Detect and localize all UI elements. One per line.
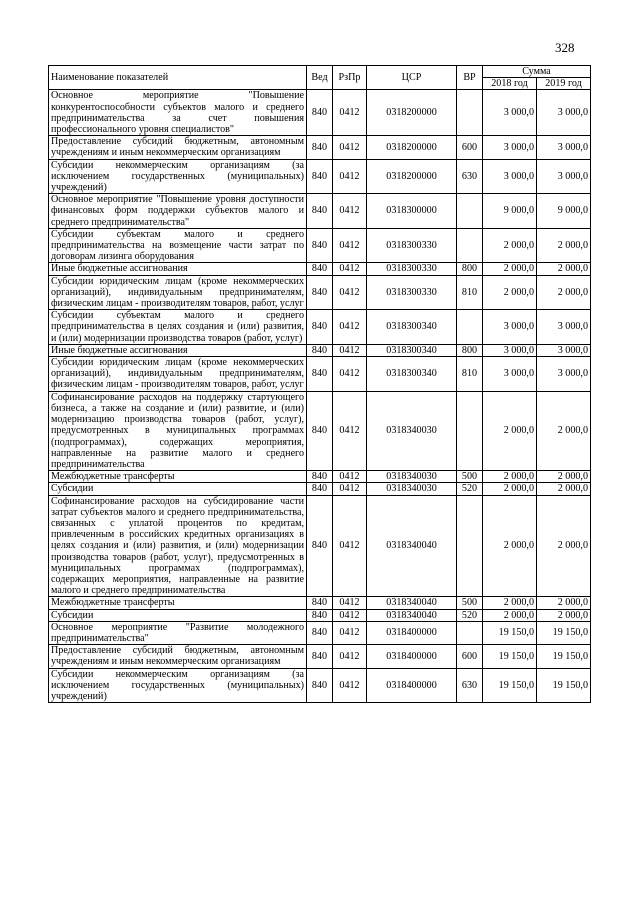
cell-ved: 840 xyxy=(307,194,333,229)
cell-sum-2019: 2 000,0 xyxy=(537,495,591,597)
cell-ved: 840 xyxy=(307,645,333,668)
cell-sum-2018: 9 000,0 xyxy=(483,194,537,229)
cell-rzpr: 0412 xyxy=(333,136,367,159)
cell-ved: 840 xyxy=(307,597,333,609)
table-row xyxy=(49,310,591,345)
cell-ved: 840 xyxy=(307,275,333,310)
cell-sum-2018: 2 000,0 xyxy=(483,228,537,263)
cell-sum-2019: 2 000,0 xyxy=(537,391,591,470)
cell-sum-2018: 3 000,0 xyxy=(483,310,537,345)
cell-sum-2019: 3 000,0 xyxy=(537,136,591,159)
cell-rzpr: 0412 xyxy=(333,90,367,136)
cell-sum-2019: 2 000,0 xyxy=(537,263,591,275)
cell-sum-2018: 3 000,0 xyxy=(483,344,537,356)
cell-csr: 0318340040 xyxy=(367,609,457,621)
cell-sum-2018: 19 150,0 xyxy=(483,621,537,644)
cell-ved: 840 xyxy=(307,136,333,159)
cell-ved: 840 xyxy=(307,495,333,597)
cell-sum-2019: 9 000,0 xyxy=(537,194,591,229)
cell-ved: 840 xyxy=(307,344,333,356)
cell-sum-2019: 3 000,0 xyxy=(537,310,591,345)
table-row xyxy=(49,90,591,136)
cell-sum-2019: 2 000,0 xyxy=(537,275,591,310)
cell-rzpr: 0412 xyxy=(333,609,367,621)
page-number: 328 xyxy=(555,40,575,55)
cell-csr: 0318200000 xyxy=(367,90,457,136)
cell-vr: 600 xyxy=(457,136,483,159)
cell-sum-2018: 2 000,0 xyxy=(483,609,537,621)
cell-name: Основное мероприятие "Повышение уровня доступности финансовых форм поддержки субъектов малого и среднего предпринимательства" xyxy=(49,194,307,229)
cell-sum-2019: 2 000,0 xyxy=(537,483,591,495)
header-ved: Вед xyxy=(307,66,333,90)
cell-vr: 810 xyxy=(457,357,483,392)
cell-rzpr: 0412 xyxy=(333,597,367,609)
cell-rzpr: 0412 xyxy=(333,275,367,310)
cell-sum-2018: 2 000,0 xyxy=(483,471,537,483)
cell-ved: 840 xyxy=(307,159,333,194)
header-name: Наименование показателей xyxy=(49,66,307,90)
table-header xyxy=(49,66,591,90)
cell-rzpr: 0412 xyxy=(333,357,367,392)
cell-rzpr: 0412 xyxy=(333,391,367,470)
header-sum: Сумма xyxy=(483,66,591,78)
cell-rzpr: 0412 xyxy=(333,471,367,483)
cell-vr xyxy=(457,310,483,345)
cell-vr: 520 xyxy=(457,483,483,495)
cell-name: Субсидии некоммерческим организациям (за исключением государственных (муниципальных) учреждений) xyxy=(49,668,307,703)
cell-sum-2018: 2 000,0 xyxy=(483,263,537,275)
cell-name: Субсидии xyxy=(49,483,307,495)
table-row xyxy=(49,597,591,609)
cell-vr xyxy=(457,90,483,136)
cell-vr: 630 xyxy=(457,668,483,703)
cell-name: Субсидии субъектам малого и среднего предпринимательства на возмещение части затрат по договорам лизинга оборудования xyxy=(49,228,307,263)
header-year-2019: 2019 год xyxy=(537,78,591,90)
cell-vr xyxy=(457,621,483,644)
cell-name: Основное мероприятие "Развитие молодежного предпринимательства" xyxy=(49,621,307,644)
cell-csr: 0318300000 xyxy=(367,194,457,229)
cell-sum-2018: 2 000,0 xyxy=(483,275,537,310)
cell-csr: 0318340030 xyxy=(367,471,457,483)
table-row xyxy=(49,357,591,392)
cell-name: Субсидии юридическим лицам (кроме некоммерческих организаций), индивидуальным предпринимателям, физическим лицам - производителям товаров, работ, услуг xyxy=(49,275,307,310)
table-row xyxy=(49,495,591,597)
cell-vr xyxy=(457,194,483,229)
cell-sum-2018: 2 000,0 xyxy=(483,495,537,597)
cell-name: Субсидии юридическим лицам (кроме некоммерческих организаций), индивидуальным предпринимателям, физическим лицам - производителям товаров, работ, услуг xyxy=(49,357,307,392)
cell-vr: 500 xyxy=(457,471,483,483)
cell-csr: 0318400000 xyxy=(367,621,457,644)
cell-name: Субсидии xyxy=(49,609,307,621)
cell-rzpr: 0412 xyxy=(333,495,367,597)
cell-csr: 0318300330 xyxy=(367,228,457,263)
cell-ved: 840 xyxy=(307,90,333,136)
cell-csr: 0318340040 xyxy=(367,495,457,597)
cell-sum-2019: 2 000,0 xyxy=(537,609,591,621)
table-row xyxy=(49,483,591,495)
cell-sum-2019: 2 000,0 xyxy=(537,228,591,263)
table-row xyxy=(49,609,591,621)
cell-name: Иные бюджетные ассигнования xyxy=(49,263,307,275)
header-vr: ВР xyxy=(457,66,483,90)
cell-name: Межбюджетные трансферты xyxy=(49,471,307,483)
table-row xyxy=(49,275,591,310)
cell-rzpr: 0412 xyxy=(333,668,367,703)
cell-ved: 840 xyxy=(307,391,333,470)
header-year-2018: 2018 год xyxy=(483,78,537,90)
cell-sum-2018: 3 000,0 xyxy=(483,159,537,194)
table-row xyxy=(49,668,591,703)
cell-sum-2019: 3 000,0 xyxy=(537,357,591,392)
cell-rzpr: 0412 xyxy=(333,194,367,229)
cell-rzpr: 0412 xyxy=(333,310,367,345)
cell-sum-2018: 2 000,0 xyxy=(483,391,537,470)
cell-ved: 840 xyxy=(307,621,333,644)
cell-vr xyxy=(457,495,483,597)
cell-csr: 0318300340 xyxy=(367,310,457,345)
cell-vr: 600 xyxy=(457,645,483,668)
cell-vr: 800 xyxy=(457,263,483,275)
cell-sum-2018: 2 000,0 xyxy=(483,597,537,609)
cell-name: Иные бюджетные ассигнования xyxy=(49,344,307,356)
cell-name: Основное мероприятие "Повышение конкурентоспособности субъектов малого и среднего предпринимательства за счет повышения профессионального уровня специалистов" xyxy=(49,90,307,136)
cell-rzpr: 0412 xyxy=(333,645,367,668)
table-row xyxy=(49,645,591,668)
cell-csr: 0318340040 xyxy=(367,597,457,609)
budget-table xyxy=(48,65,591,703)
cell-rzpr: 0412 xyxy=(333,344,367,356)
cell-csr: 0318300330 xyxy=(367,263,457,275)
cell-rzpr: 0412 xyxy=(333,228,367,263)
cell-vr: 810 xyxy=(457,275,483,310)
cell-ved: 840 xyxy=(307,483,333,495)
cell-csr: 0318300330 xyxy=(367,275,457,310)
cell-ved: 840 xyxy=(307,609,333,621)
cell-ved: 840 xyxy=(307,668,333,703)
cell-csr: 0318340030 xyxy=(367,483,457,495)
cell-ved: 840 xyxy=(307,263,333,275)
table-row xyxy=(49,344,591,356)
cell-sum-2018: 3 000,0 xyxy=(483,90,537,136)
cell-vr xyxy=(457,391,483,470)
cell-ved: 840 xyxy=(307,310,333,345)
cell-name: Предоставление субсидий бюджетным, автономным учреждениям и иным некоммерческим организациям xyxy=(49,645,307,668)
header-csr: ЦСР xyxy=(367,66,457,90)
table-row xyxy=(49,263,591,275)
table-row xyxy=(49,471,591,483)
cell-sum-2019: 2 000,0 xyxy=(537,471,591,483)
cell-sum-2018: 3 000,0 xyxy=(483,136,537,159)
cell-vr: 500 xyxy=(457,597,483,609)
cell-rzpr: 0412 xyxy=(333,263,367,275)
cell-sum-2019: 3 000,0 xyxy=(537,344,591,356)
table-row xyxy=(49,621,591,644)
cell-name: Субсидии субъектам малого и среднего предпринимательства в целях создания и (или) развития, и (или) модернизации производства товаров (работ, услуг) xyxy=(49,310,307,345)
cell-name: Межбюджетные трансферты xyxy=(49,597,307,609)
cell-ved: 840 xyxy=(307,228,333,263)
table-row xyxy=(49,228,591,263)
cell-sum-2018: 19 150,0 xyxy=(483,645,537,668)
header-rzpr: РзПр xyxy=(333,66,367,90)
cell-sum-2019: 3 000,0 xyxy=(537,159,591,194)
cell-rzpr: 0412 xyxy=(333,483,367,495)
cell-csr: 0318400000 xyxy=(367,645,457,668)
cell-sum-2018: 3 000,0 xyxy=(483,357,537,392)
cell-vr: 800 xyxy=(457,344,483,356)
cell-sum-2019: 19 150,0 xyxy=(537,668,591,703)
cell-rzpr: 0412 xyxy=(333,159,367,194)
table-row xyxy=(49,136,591,159)
cell-ved: 840 xyxy=(307,471,333,483)
cell-name: Софинансирование расходов на субсидирование части затрат субъектов малого и среднего предпринимательства, связанных с уплатой процентов по кредитам, привлеченным в российских кредитных организациях в целях создания и (или) развития, и (или) модернизации производства товаров (работ, услуг), предусмотренных в муниципальных программах (подпрограммах), содержащих мероприятия, направленные на развитие малого и среднего предпринимательства xyxy=(49,495,307,597)
cell-sum-2019: 19 150,0 xyxy=(537,645,591,668)
cell-sum-2019: 19 150,0 xyxy=(537,621,591,644)
cell-name: Субсидии некоммерческим организациям (за исключением государственных (муниципальных) учреждений) xyxy=(49,159,307,194)
table-body xyxy=(49,90,591,703)
cell-name: Предоставление субсидий бюджетным, автономным учреждениям и иным некоммерческим организациям xyxy=(49,136,307,159)
cell-sum-2018: 19 150,0 xyxy=(483,668,537,703)
cell-sum-2019: 3 000,0 xyxy=(537,90,591,136)
cell-sum-2019: 2 000,0 xyxy=(537,597,591,609)
cell-csr: 0318340030 xyxy=(367,391,457,470)
table-row xyxy=(49,194,591,229)
cell-name: Софинансирование расходов на поддержку стартующего бизнеса, а также на создание и (или) развитие, и (или) модернизацию производства товаров (работ, услуг), предусмотренных в муниципальных программах (подпрограммах), содержащих мероприятия, направленные на развитие малого и среднего предпринимательства xyxy=(49,391,307,470)
cell-ved: 840 xyxy=(307,357,333,392)
cell-csr: 0318400000 xyxy=(367,668,457,703)
table-row xyxy=(49,391,591,470)
cell-csr: 0318300340 xyxy=(367,344,457,356)
cell-vr: 630 xyxy=(457,159,483,194)
cell-rzpr: 0412 xyxy=(333,621,367,644)
table-row xyxy=(49,159,591,194)
cell-csr: 0318200000 xyxy=(367,159,457,194)
cell-vr xyxy=(457,228,483,263)
cell-vr: 520 xyxy=(457,609,483,621)
cell-sum-2018: 2 000,0 xyxy=(483,483,537,495)
cell-csr: 0318200000 xyxy=(367,136,457,159)
cell-csr: 0318300340 xyxy=(367,357,457,392)
